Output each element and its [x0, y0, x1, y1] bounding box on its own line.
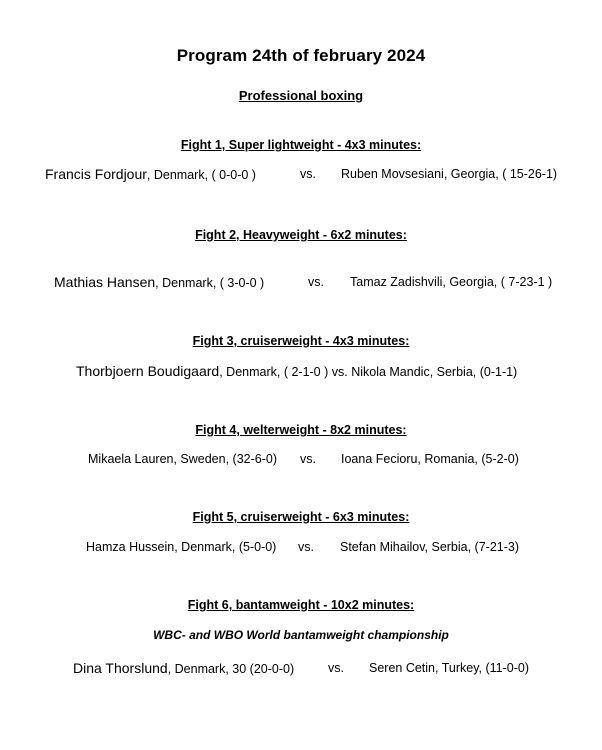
fight-6-vs: vs.: [328, 661, 344, 675]
fight-2-blue-corner: Tamaz Zadishvili, Georgia, ( 7-23-1 ): [350, 275, 553, 289]
fight-1-vs: vs.: [300, 167, 316, 181]
fight-4-heading: Fight 4, welterweight - 8x2 minutes:: [195, 423, 407, 437]
fight-1-heading: Fight 1, Super lightweight - 4x3 minutes:: [180, 138, 422, 152]
fight-3-matchup-detail: , Denmark, ( 2-1-0 ) vs. Nikola Mandic, Serbia, (0-1-1): [219, 365, 518, 379]
fight-5-vs: vs.: [298, 540, 314, 554]
fight-1-red-name: Francis Fordjour: [45, 166, 147, 182]
fight-6-red-name: Dina Thorslund: [73, 660, 168, 676]
fight-6-red-detail: , Denmark, 30 (20-0-0): [167, 662, 295, 676]
fight-2-red-detail: , Denmark, ( 3-0-0 ): [155, 276, 265, 290]
fight-2-red-corner: [54, 274, 264, 290]
fight-4-red-corner: Mikaela Lauren, Sweden, (32-6-0): [88, 452, 277, 466]
fight-5-blue-corner: Stefan Mihailov, Serbia, (7-21-3): [340, 540, 520, 554]
fight-6-championship-note: WBC- and WBO World bantamweight championship: [153, 628, 449, 642]
fight-1-red-corner: [45, 166, 256, 182]
fight-6-heading: Fight 6, bantamweight - 10x2 minutes:: [187, 598, 415, 612]
fight-1-blue-corner: Ruben Movsesiani, Georgia, ( 15-26-1): [341, 167, 558, 181]
fight-5-red-corner: Hamza Hussein, Denmark, (5-0-0): [86, 540, 277, 554]
page-title: Program 24th of february 2024: [176, 46, 426, 65]
fight-3-heading: Fight 3, cruiserweight - 4x3 minutes:: [192, 334, 410, 348]
fight-5-heading: Fight 5, cruiserweight - 6x3 minutes:: [192, 510, 410, 524]
fight-6-blue-corner: Seren Cetin, Turkey, (11-0-0): [369, 661, 530, 675]
fight-6-red-corner: [73, 660, 294, 676]
fight-3-red-name: Thorbjoern Boudigaard: [76, 363, 220, 379]
fight-4-vs: vs.: [300, 452, 316, 466]
fight-1-red-detail: , Denmark, ( 0-0-0 ): [146, 168, 256, 182]
fight-2-red-name: Mathias Hansen: [54, 274, 156, 290]
page-subtitle: Professional boxing: [238, 88, 364, 103]
fight-3-matchup: [76, 363, 517, 379]
fight-2-heading: Fight 2, Heavyweight - 6x2 minutes:: [195, 228, 407, 242]
fight-4-blue-corner: Ioana Fecioru, Romania, (5-2-0): [341, 452, 519, 466]
fight-2-vs: vs.: [308, 275, 324, 289]
